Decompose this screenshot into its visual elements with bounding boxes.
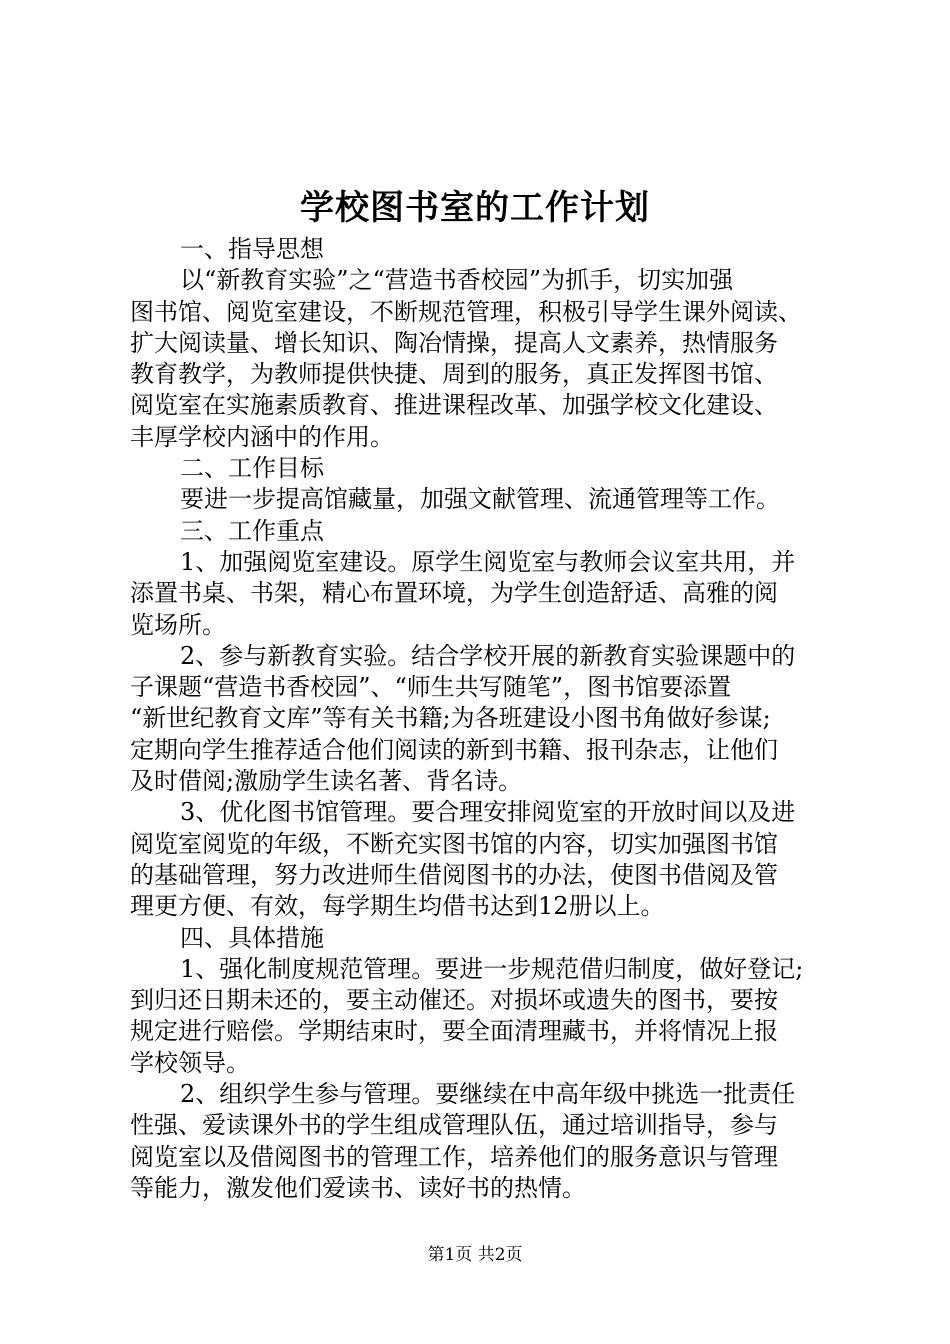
- text-line: 及时借阅;激励学生读名著、背名诗。: [130, 767, 523, 796]
- text-line: 一、指导思想: [180, 235, 324, 263]
- text-line: 理更方便、有效，每学期生均借书达到12册以上。: [130, 892, 665, 921]
- text-line: 阅览室在实施素质教育、推进课程改革、加强学校文化建设、: [130, 391, 778, 420]
- text-line: 览场所。: [130, 610, 226, 639]
- text-line: 到归还日期未还的，要主动催还。对损坏或遗失的图书，要按: [130, 986, 778, 1015]
- text-line: 要进一步提高馆藏量，加强文献管理、流通管理等工作。: [180, 485, 780, 514]
- document-body: [130, 234, 850, 1204]
- text-line: 2、组织学生参与管理。要继续在中高年级中挑选一批责任: [180, 1080, 796, 1109]
- text-line: 教育教学，为教师提供快捷、周到的服务，真正发挥图书馆、: [130, 360, 778, 389]
- text-line: 的基础管理，努力改进师生借阅图书的办法，使图书借阅及管: [130, 860, 778, 889]
- text-line: 以“新教育实验”之“营造书香校园”为抓手，切实加强: [180, 266, 734, 295]
- text-line: “新世纪教育文库”等有关书籍;为各班建设小图书角做好参谋;: [130, 704, 771, 733]
- text-line: 规定进行赔偿。学期结束时，要全面清理藏书，并将情况上报: [130, 1017, 778, 1046]
- text-line: 2、参与新教育实验。结合学校开展的新教育实验课题中的: [180, 641, 796, 670]
- text-line: 添置书桌、书架，精心布置环境，为学生创造舒适、高雅的阅: [130, 579, 778, 608]
- text-line: 1、强化制度规范管理。要进一步规范借归制度，做好登记;: [180, 954, 804, 983]
- text-line: 定期向学生推荐适合他们阅读的新到书籍、报刊杂志，让他们: [130, 735, 778, 764]
- page-footer: 第1页 共2页: [427, 1245, 523, 1265]
- text-line: 图书馆、阅览室建设，不断规范管理，积极引导学生课外阅读、: [130, 297, 802, 326]
- text-line: 四、具体措施: [180, 923, 324, 952]
- document-title: 学校图书室的工作计划: [300, 188, 650, 228]
- text-line: 三、工作重点: [180, 516, 324, 545]
- text-line: 1、加强阅览室建设。原学生阅览室与教师会议室共用，并: [180, 547, 796, 576]
- text-line: 子课题“营造书香校园”、“师生共写随笔”，图书馆要添置: [130, 673, 732, 702]
- text-line: 丰厚学校内涵中的作用。: [130, 422, 394, 451]
- text-line: 阅览室以及借阅图书的管理工作，培养他们的服务意识与管理: [130, 1142, 778, 1171]
- text-line: 学校领导。: [130, 1048, 250, 1077]
- text-line: 3、优化图书馆管理。要合理安排阅览室的开放时间以及进: [180, 798, 796, 827]
- text-line: 扩大阅读量、增长知识、陶冶情操，提高人文素养，热情服务: [130, 328, 778, 357]
- text-line: 阅览室阅览的年级，不断充实图书馆的内容，切实加强图书馆: [130, 829, 778, 858]
- text-line: 性强、爱读课外书的学生组成管理队伍，通过培训指导，参与: [130, 1111, 778, 1140]
- text-line: 等能力，激发他们爱读书、读好书的热情。: [130, 1173, 586, 1202]
- text-line: 二、工作目标: [180, 454, 324, 483]
